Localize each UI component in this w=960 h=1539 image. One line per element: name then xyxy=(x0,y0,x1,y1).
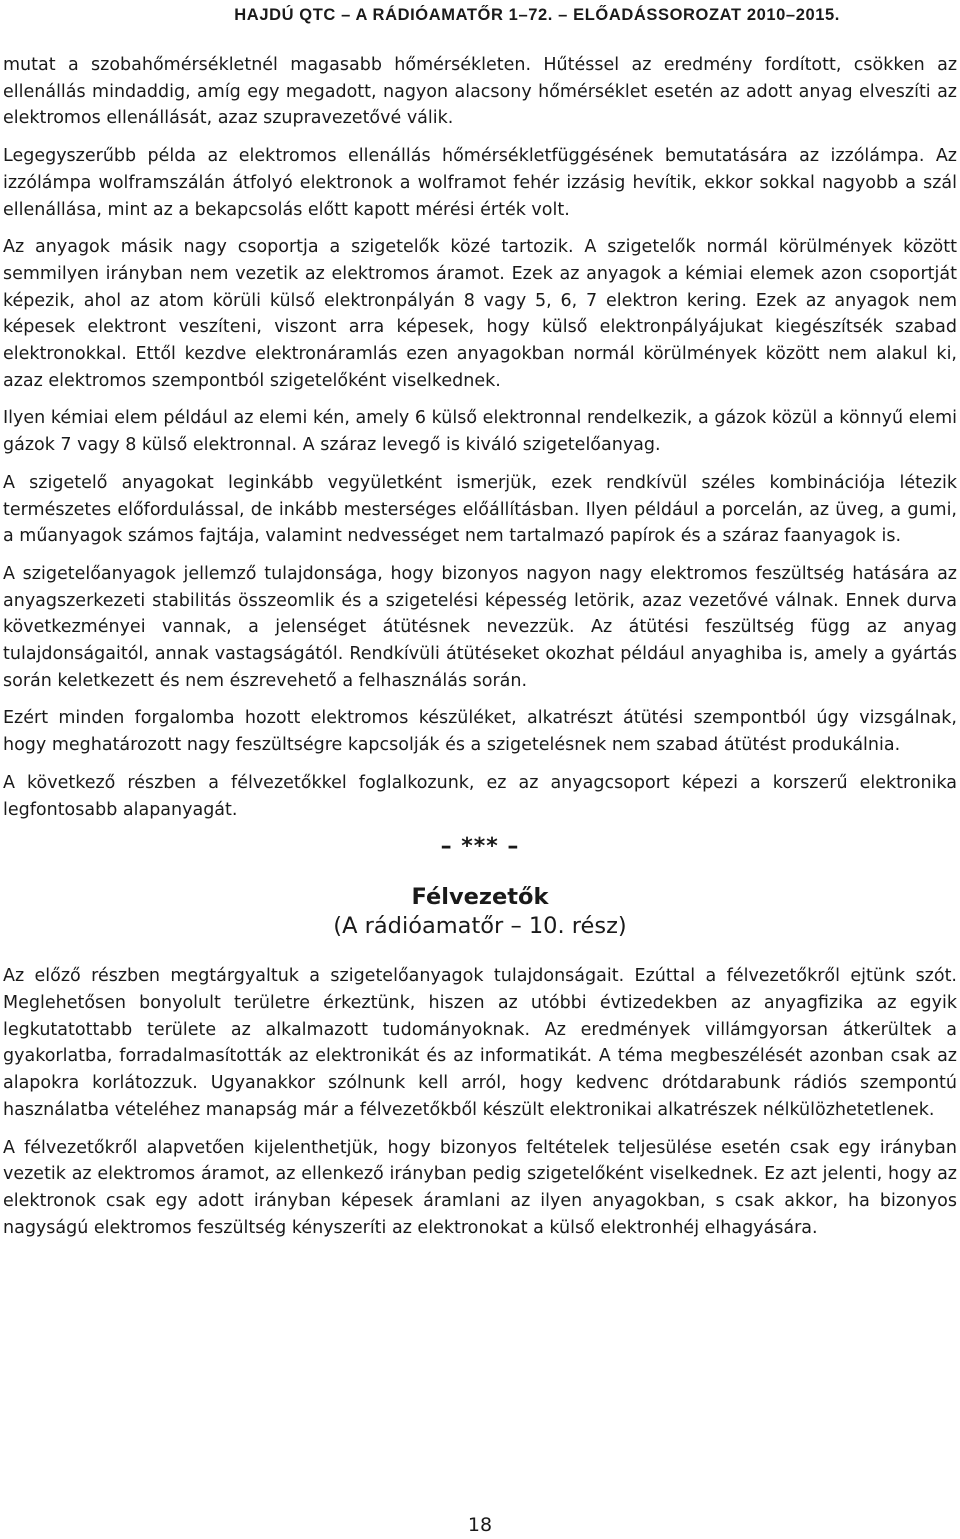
paragraph-insulator-elements: Ilyen kémiai elem például az elemi kén, amely 6 külső elektronnal rendelkezik, a gázok közül a könnyű elemi gázok 7 vagy 8 külső elektronnal. A száraz levegő is kiváló szigetelőanyag. xyxy=(3,408,957,456)
paragraph-semiconductors-direction: A félvezetőkről alapvetően kijelenthetjük, hogy bizonyos feltételek teljesülése esetén csak egy irányban vezetik az elektromos áramot, az ellenkező irányban pedig szigetelőként viselkednek. Ez azt jelenti, hogy az elektronok csak egy adott irányban képesek áramlani az ilyen anyagokban, s csak akkor, ha bizonyos nagyságú elektromos feszültség kényszeríti az elektronokat a külső elektronhéj elhagyására. xyxy=(3,1137,957,1238)
paragraph-insulators: Az anyagok másik nagy csoportja a szigetelők közé tartozik. A szigetelők normál körülmények között semmilyen irányban nem vezetik az elektromos áramot. Ezek az anyagok a kémiai elemek azon csoportját képezik, ahol az atom körüli külső elektronpályán 8 vagy 5, 6, 7 elektron kering. Ezek az anyagok nem képesek elektront veszíteni, viszont arra képesek, hogy külső elektronpályájukat kiegészítsék szabad elektronokkal. Ettől kezdve elektronáramlás ezen anyagokban normál körülmények között nem alakul ki, azaz elektromos szempontból szigetelőként viselkednek. xyxy=(3,237,957,391)
section-title: Félvezetők xyxy=(411,884,549,911)
paragraph-testing: Ezért minden forgalomba hozott elektromos készüléket, alkatrészt átütési szempontból úgy vizsgálnak, hogy meghatározott nagy feszültségre kapcsolják és a szigetelésnek nem szabad átütést produkálnia. xyxy=(3,708,957,756)
paragraph-next-part: A következő részben a félvezetőkkel foglalkozunk, ez az anyagcsoport képezi a korszerű elektronika legfontosabb alapanyagát. xyxy=(3,772,957,820)
page-number: 18 xyxy=(467,1514,493,1536)
section-subtitle: (A rádióamatőr – 10. rész) xyxy=(333,913,627,940)
paragraph-temperature-resistance: mutat a szobahőmérsékletnél magasabb hőmérsékleten. Hűtéssel az eredmény fordított, csökken az ellenállás mindaddig, amíg egy megadott, nagyon alacsony hőmérséklet esetén az adott anyag elveszíti az elektromos ellenállását, azaz szupravezetővé válik. xyxy=(3,55,957,129)
paragraph-incandescent-lamp: Legegyszerűbb példa az elektromos ellenállás hőmérsékletfüggésének bemutatására az izzólámpa. Az izzólámpa wolframszálán átfolyó elektronok a wolframot fehér izzásig hevítik, ekkor sokkal nagyobb a szál ellenállása, mint az a bekapcsolás előtt kapott mérési érték volt. xyxy=(3,146,957,220)
page-body xyxy=(3,52,957,1252)
paragraph-insulator-compounds: A szigetelő anyagokat leginkább vegyületként ismerjük, ezek rendkívül széles kombinációja létezik természetes előfordulással, de inkább mesterséges előállításban. Ilyen például a porcelán, az üveg, a gumi, a műanyagok számos fajtája, valamint nedvességet nem tartalmazó papírok és a száraz faanyagok is. xyxy=(3,472,957,547)
paragraph-semiconductors-intro: Az előző részben megtárgyaltuk a szigetelőanyagok tulajdonságait. Ezúttal a félvezetőkről ejtünk szót. Meglehetősen bonyolult területre érkeztünk, hiszen az utóbbi évtizedekben az anyagfizika az egyik legkutatottabb területe az alkalmazott tudományoknak. Az eredmények villámgyorsan átkerültek a gyakorlatba, forradalmasították az elektronikát és az informatikát. A téma megbeszélését azonban csak az alapokra korlátozzuk. Ugyanakkor szólnunk kell arról, hogy kedvenc drótdarabunk rádiós szempontú használatba vételéhez manapság már a félvezetőkből készült elektronikai alkatrészek nélkülözhetetlenek. xyxy=(3,966,957,1120)
paragraph-breakdown: A szigetelőanyagok jellemző tulajdonsága, hogy bizonyos nagyon nagy elektromos feszültség hatására az anyagszerkezeti stabilitás összeomlik és a szigetelési képesség letörik, azaz vezetővé válnak. Ennek durva következményei vannak, a jelenséget átütésnek nevezzük. Az átütési feszültség függ az anyag tulajdonságaitól, annak vastagságától. Rendkívüli átütéseket okozhat például anyaghiba is, amely a gyártás során keletkezett és nem észrevehető a felhasználás során. xyxy=(3,563,957,691)
section-separator: – *** – xyxy=(440,834,520,860)
running-header: HAJDÚ QTC – A RÁDIÓAMATŐR 1–72. – ELŐADÁSSOROZAT 2010–2015. xyxy=(234,6,840,24)
